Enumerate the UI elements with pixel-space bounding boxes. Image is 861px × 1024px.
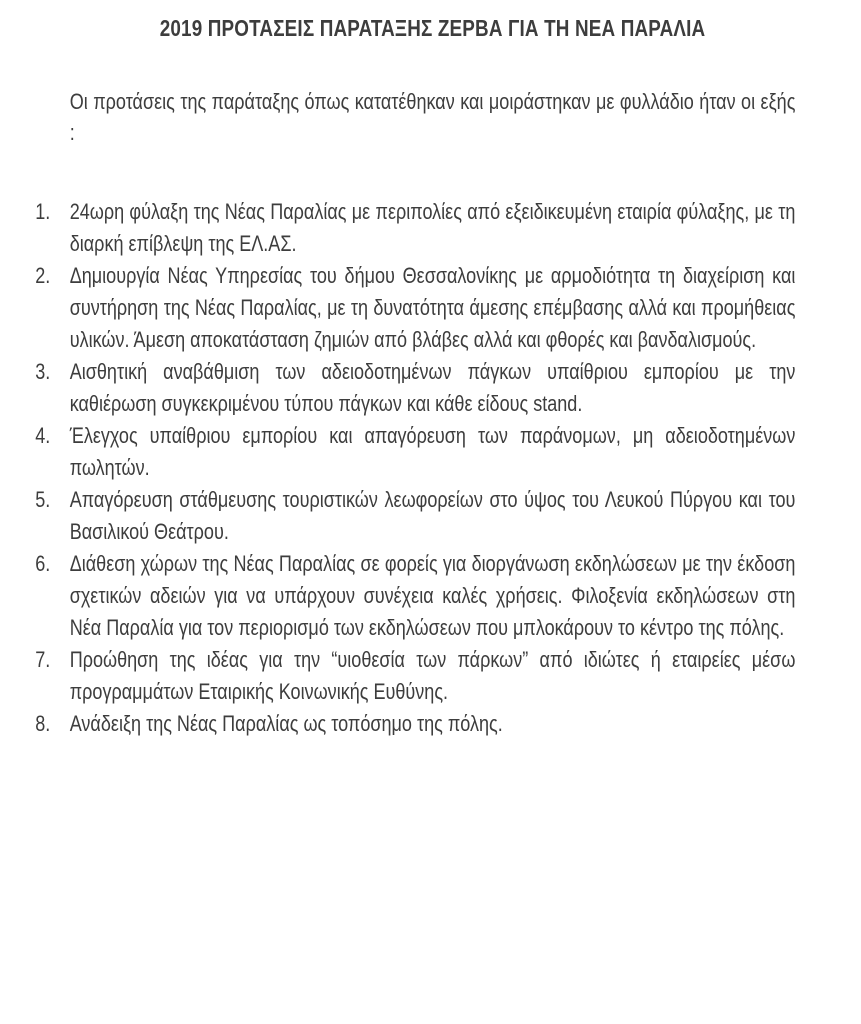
list-item-text: Έλεγχος υπαίθριου εμπορίου και απαγόρευση των παράνομων, μη αδειοδοτημένων πωλητών. xyxy=(69,423,796,480)
list-item-number: 2. xyxy=(35,263,51,288)
list-item-number: 8. xyxy=(35,711,51,736)
list-item-text: Προώθηση της ιδέας για την “υιοθεσία των πάρκων” από ιδιώτες ή εταιρείες μέσω προγραμμάτων Εταιρικής Κοινωνικής Ευθύνης. xyxy=(69,647,796,704)
document-title: 2019 ΠΡΟΤΑΣΕΙΣ ΠΑΡΑΤΑΞΗΣ ΖΕΡΒΑ ΓΙΑ ΤΗ ΝΕΑ ΠΑΡΑΛΙΑ xyxy=(159,15,706,41)
list-item-number: 1. xyxy=(35,199,51,224)
list-item xyxy=(35,708,795,740)
list-item xyxy=(35,356,795,420)
list-item xyxy=(35,548,795,644)
list-item xyxy=(35,196,795,260)
list-item-number: 6. xyxy=(35,551,51,576)
list-item-text: Αισθητική αναβάθμιση των αδειοδοτημένων πάγκων υπαίθριου εμπορίου με την καθιέρωση συγκεκριμένου τύπου πάγκων και κάθε είδους stand. xyxy=(69,359,796,416)
intro-paragraph: Οι προτάσεις της παράταξης όπως κατατέθηκαν και μοιράστηκαν με φυλλάδιο ήταν οι εξής : xyxy=(69,89,796,145)
list-item xyxy=(35,644,795,708)
list-item-text: Ανάδειξη της Νέας Παραλίας ως τοπόσημο της πόλης. xyxy=(69,711,503,736)
list-item-number: 7. xyxy=(35,647,51,672)
list-item-text: Απαγόρευση στάθμευσης τουριστικών λεωφορείων στο ύψος του Λευκού Πύργου και του Βασιλικού Θεάτρου. xyxy=(69,487,796,544)
list-item-number: 5. xyxy=(35,487,51,512)
list-item-number: 4. xyxy=(35,423,51,448)
list-item xyxy=(35,484,795,548)
list-item-text: Δημιουργία Νέας Υπηρεσίας του δήμου Θεσσαλονίκης με αρμοδιότητα τη διαχείριση και συντήρηση της Νέας Παραλίας, με τη δυνατότητα άμεσης επέμβασης αλλά και προμήθειας υλικών. Άμεση αποκατάσταση ζημιών από βλάβες αλλά και φθορές και βανδαλισμούς. xyxy=(69,263,796,352)
list-item xyxy=(35,420,795,484)
list-item xyxy=(35,260,795,356)
list-item-number: 3. xyxy=(35,359,51,384)
list-item-text: Διάθεση χώρων της Νέας Παραλίας σε φορείς για διοργάνωση εκδηλώσεων με την έκδοση σχετικών αδειών για να υπάρχουν συνέχεια καλές χρήσεις. Φιλοξενία εκδηλώσεων στη Νέα Παραλία για τον περιορισμό των εκδηλώσεων που μπλοκάρουν το κέντρο της πόλης. xyxy=(69,551,796,640)
proposal-list xyxy=(35,196,795,740)
list-item-text: 24ωρη φύλαξη της Νέας Παραλίας με περιπολίες από εξειδικευμένη εταιρία φύλαξης, με τη διαρκή επίβλεψη της ΕΛ.ΑΣ. xyxy=(69,199,796,256)
